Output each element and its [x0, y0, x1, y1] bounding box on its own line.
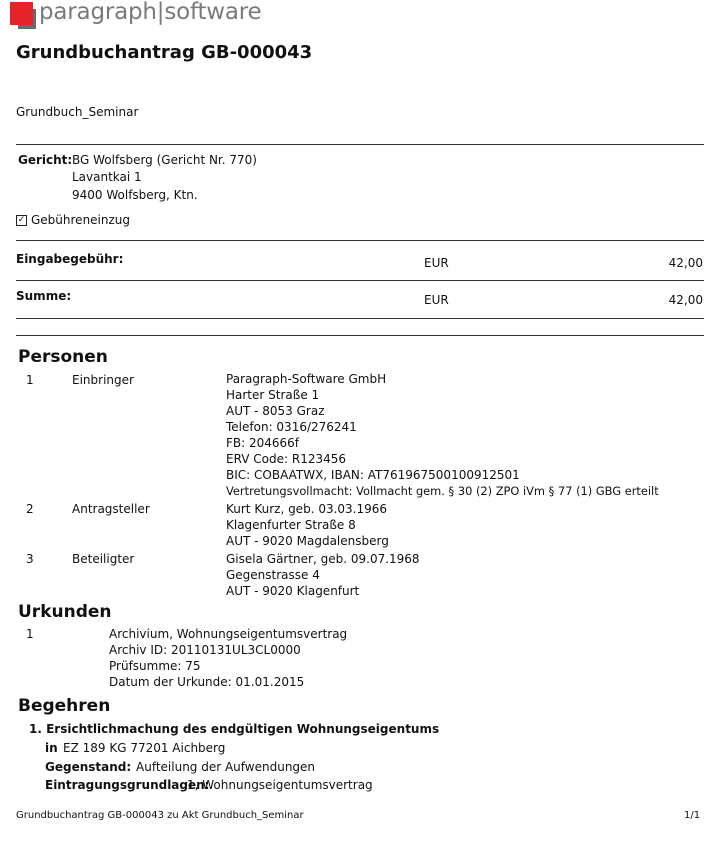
footer-text: Grundbuchantrag GB-000043 zu Akt Grundbuch_Seminar: [16, 810, 304, 821]
requests-heading: Begehren: [18, 696, 111, 716]
fee-currency: EUR: [424, 256, 449, 270]
document-line: Archivium, Wohnungseigentumsvertrag: [109, 627, 348, 641]
person-number: 1: [26, 373, 34, 387]
person-line: FB: 204666f: [226, 436, 300, 450]
page-number: 1/1: [684, 810, 701, 821]
fee-amount: 42,00: [668, 256, 703, 270]
sum-currency: EUR: [424, 293, 449, 307]
person-line: ERV Code: R123456: [226, 452, 347, 466]
person-line: Klagenfurter Straße 8: [226, 518, 356, 532]
checkmark-icon: ✓: [17, 215, 26, 225]
documents-heading: Urkunden: [18, 602, 112, 622]
document-number: 1: [26, 627, 34, 641]
person-line: Telefon: 0316/276241: [226, 420, 357, 434]
document-line: Prüfsumme: 75: [109, 659, 201, 673]
request-title: 1. Ersichtlichmachung des endgültigen Wohnungseigentums: [29, 722, 440, 736]
court-name: BG Wolfsberg (Gericht Nr. 770): [72, 153, 257, 167]
logo-text: paragraph|software: [39, 0, 262, 25]
sum-amount: 42,00: [668, 293, 703, 307]
logo-mark-red: [10, 2, 33, 25]
fee-collection-checkbox[interactable]: [16, 215, 27, 226]
request-in-value: EZ 189 KG 77201 Aichberg: [63, 741, 226, 755]
person-number: 2: [26, 502, 34, 516]
person-line: BIC: COBAATWX, IBAN: AT761967500100912501: [226, 468, 520, 482]
person-line: Harter Straße 1: [226, 388, 320, 402]
person-line: AUT - 9020 Magdalensberg: [226, 534, 389, 548]
court-city: 9400 Wolfsberg, Ktn.: [72, 188, 198, 202]
person-line: Gegenstrasse 4: [226, 568, 320, 582]
page-title: Grundbuchantrag GB-000043: [16, 42, 313, 63]
request-subject-value: Aufteilung der Aufwendungen: [136, 760, 316, 774]
divider: [16, 318, 704, 319]
person-line: Gisela Gärtner, geb. 09.07.1968: [226, 552, 420, 566]
divider: [16, 335, 704, 336]
document-line: Archiv ID: 20110131UL3CL0000: [109, 643, 301, 657]
person-line: AUT - 8053 Graz: [226, 404, 325, 418]
person-role: Beteiligter: [72, 552, 135, 566]
case-name: Grundbuch_Seminar: [16, 105, 139, 119]
person-line: AUT - 9020 Klagenfurt: [226, 584, 360, 598]
divider: [16, 240, 704, 241]
court-label: Gericht:: [18, 153, 73, 167]
person-line: Kurt Kurz, geb. 03.03.1966: [226, 502, 388, 516]
fee-label: Eingabegebühr:: [16, 252, 124, 266]
request-basis-label: Eintragungsgrundlagen:: [45, 778, 210, 792]
document-line: Datum der Urkunde: 01.01.2015: [109, 675, 305, 689]
persons-heading: Personen: [18, 347, 108, 367]
request-basis-value: 1, Wohnungseigentumsvertrag: [187, 778, 373, 792]
divider: [16, 144, 704, 145]
court-street: Lavantkai 1: [72, 170, 142, 184]
fee-collection-label: Gebühreneinzug: [31, 213, 131, 227]
divider: [16, 280, 704, 281]
person-line: Vertretungsvollmacht: Vollmacht gem. § 30 (2) ZPO iVm § 77 (1) GBG erteilt: [226, 484, 659, 498]
request-subject-label: Gegenstand:: [45, 760, 132, 774]
person-role: Einbringer: [72, 373, 134, 387]
person-line: Paragraph-Software GmbH: [226, 372, 387, 386]
person-number: 3: [26, 552, 34, 566]
sum-label: Summe:: [16, 289, 72, 303]
request-in-label: in: [45, 741, 58, 755]
person-role: Antragsteller: [72, 502, 150, 516]
